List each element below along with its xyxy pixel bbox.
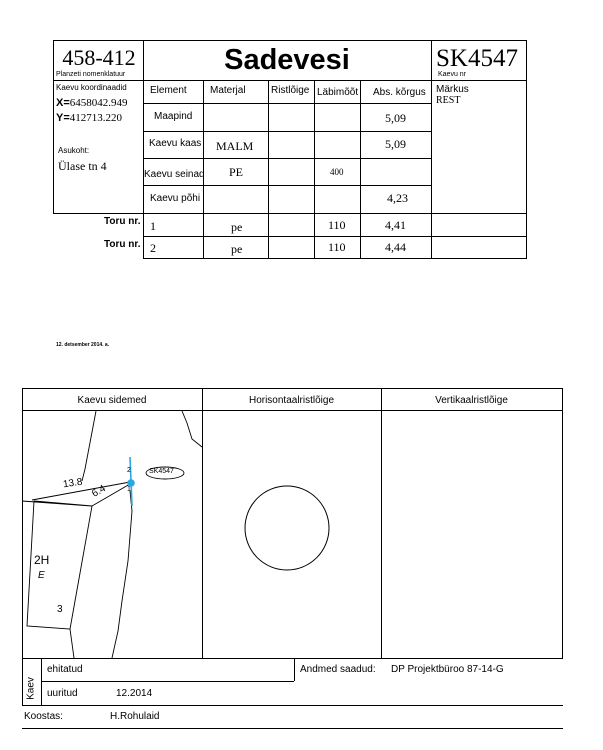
row-element: Kaevu seinad	[144, 169, 205, 180]
building-label: 2H	[34, 553, 50, 567]
coord-x-value: 6458042.949	[69, 97, 128, 109]
pipe-no: 2	[150, 241, 156, 255]
coords-caption: Kaevu koordinaadid	[56, 83, 127, 92]
well-number-caption: Kaevu nr	[438, 71, 467, 78]
pipe-abs: 4,41	[385, 218, 406, 232]
row-diameter: 400	[330, 167, 344, 177]
row-abs: 4,23	[387, 191, 408, 205]
parcel-number: 3	[57, 604, 63, 615]
data-source-label: Andmed saadud:	[300, 664, 376, 675]
row-element: Kaevu põhi	[150, 193, 201, 204]
surveyed-label: uuritud	[47, 688, 78, 699]
sketch-header-vertical: Vertikaalristlõige	[435, 395, 508, 406]
pipe-material: pe	[231, 220, 243, 234]
coord-x	[56, 97, 128, 109]
horizontal-section-circle	[243, 484, 331, 572]
nomenclature-number: 458-412	[62, 45, 136, 70]
page-title: Sadevesi	[224, 44, 350, 76]
built-label: ehitatud	[47, 664, 83, 675]
note-value: REST	[436, 95, 461, 106]
sketch-header-ties: Kaevu sidemed	[77, 395, 147, 406]
row-abs: 5,09	[385, 137, 406, 151]
author-value: H.Rohulaid	[110, 711, 160, 722]
pipe-no: 1	[150, 219, 156, 233]
row-material: PE	[229, 165, 244, 179]
pipe-label: Toru nr.	[104, 239, 141, 250]
col-element: Element	[150, 85, 187, 96]
location-value: Ülase tn 4	[58, 159, 107, 173]
location-caption: Asukoht:	[58, 146, 90, 155]
coord-y-value: 412713.220	[69, 112, 123, 124]
dimension-label: 6.4	[90, 483, 108, 500]
pipe-diameter: 110	[328, 240, 346, 254]
col-abs-height: Abs. kõrgus	[373, 87, 426, 98]
row-element: Maapind	[154, 111, 193, 122]
coord-y-label: Y=	[56, 112, 70, 124]
coord-y	[56, 112, 122, 124]
row-material: MALM	[216, 139, 254, 153]
row-abs: 5,09	[385, 111, 406, 125]
pipe-abs: 4,44	[385, 240, 406, 254]
pipe-number-label: 2	[127, 467, 131, 474]
site-tie-sketch	[22, 411, 202, 658]
row-element: Kaevu kaas	[149, 138, 202, 149]
pipe-number-label: 1	[127, 486, 131, 493]
well-tag-label: SK4547	[149, 468, 174, 475]
col-cross-section: Ristlõige	[271, 85, 310, 96]
side-label-well: Kaev	[25, 677, 37, 700]
dimension-label: 13.8	[62, 476, 84, 491]
well-number: SK4547	[436, 45, 518, 72]
nomenclature-caption: Planzeti nomenklatuur	[56, 71, 126, 78]
building-sub-label: E	[38, 570, 45, 581]
col-material: Materjal	[210, 85, 246, 96]
document-date: 12. detsember 2014. a.	[56, 342, 110, 348]
pipe-material: pe	[231, 242, 243, 256]
data-source-value: DP Projektbüroo 87-14-G	[391, 664, 504, 675]
surveyed-value: 12.2014	[116, 688, 153, 699]
coord-x-label: X=	[56, 97, 70, 109]
author-label: Koostas:	[24, 711, 63, 722]
col-note: Märkus	[436, 84, 469, 95]
sketch-header-horizontal: Horisontaalristlõige	[248, 395, 335, 406]
pipe-label: Toru nr.	[104, 216, 141, 227]
pipe-diameter: 110	[328, 218, 346, 232]
col-diameter: Läbimõõt	[317, 87, 359, 98]
